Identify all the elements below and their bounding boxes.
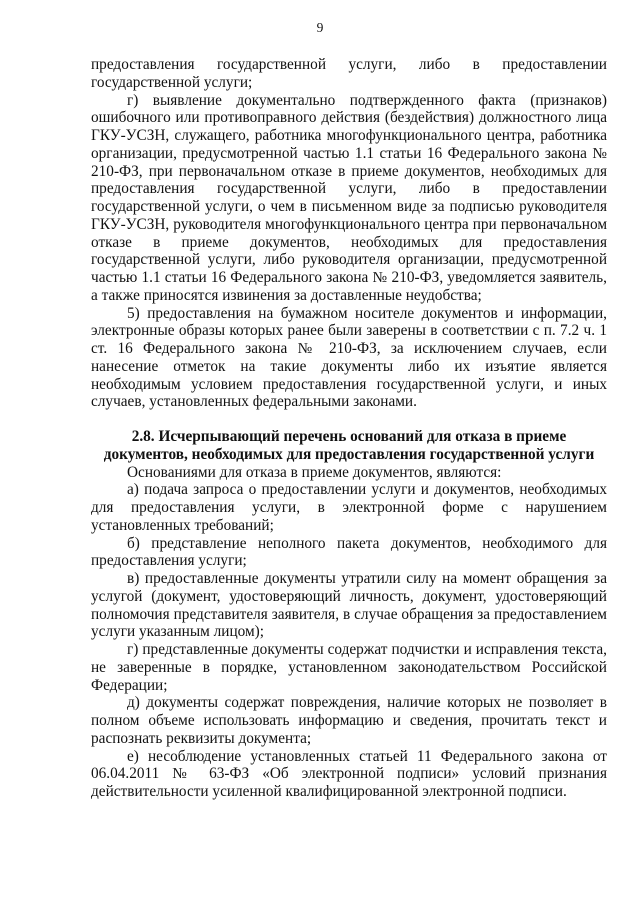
paragraph-item-d: д) документы содержат повреждения, наличие которых не позволяет в полном объеме использовать информацию и сведения, прочитать текст и распознать реквизиты документа; — [91, 694, 607, 747]
section-heading-line-2: документов, необходимых для предоставления государственной услуги — [103, 445, 595, 463]
section-heading-line-1: 2.8. Исчерпывающий перечень оснований для отказа в приеме — [131, 428, 567, 445]
paragraph-item-g2: г) представленные документы содержат подчистки и исправления текста, не заверенные в порядке, установленном законодательством Российской Федерации; — [91, 641, 607, 694]
paragraph-item-a: а) подача запроса о предоставлении услуги и документов, необходимых для предоставления услуги, в электронной форме с нарушением установленных требований; — [91, 481, 607, 534]
paragraph-item-e: е) несоблюдение установленных статьей 11 Федерального закона от 06.04.2011 № 63-ФЗ «Об электронной подписи» условий признания действительности усиленной квалифицированной электронной подписи. — [91, 747, 607, 800]
section-heading — [91, 428, 607, 464]
paragraph-item-v: в) предоставленные документы утратили силу на момент обращения за услугой (документ, удостоверяющий личность, документ, удостоверяющий полномочия представителя заявителя, в случае обращения за предоставлением услуги указанным лицом); — [91, 570, 607, 641]
page-number: 9 — [316, 20, 324, 35]
paragraph-item-b: б) представление неполного пакета документов, необходимого для предоставления услуги; — [91, 534, 607, 570]
paragraph-item-5: 5) предоставления на бумажном носителе документов и информации, электронные образы которых ранее были заверены в соответствии с п. 7.2 ч. 1 ст. 16 Федерального закона № 210-ФЗ, за исключением случаев, если нанесение отметок на такие документы либо их изъятие является необходимым условием предоставления государственной услуги, и иных случаев, установленных федеральными законами. — [91, 304, 607, 411]
document-body — [91, 56, 607, 801]
paragraph-item-g: г) выявление документально подтвержденного факта (признаков) ошибочного или противоправного действия (бездействия) должностного лица ГКУ-УСЗН, служащего, работника многофункционального центра, работника организации, предусмотренной частью 1.1 статьи 16 Федерального закона № 210-ФЗ, при первоначальном отказе в приеме документов, необходимых для предоставления государственной услуги, либо в предоставлении государственной услуги, о чем в письменном виде за подписью руководителя ГКУ-УСЗН, руководителя многофункционального центра при первоначальном отказе в приеме документов, необходимых для предоставления государственной услуги, либо руководителя организации, предусмотренной частью 1.1 статьи 16 Федерального закона № 210-ФЗ, уведомляется заявитель, а также приносятся извинения за доставленные неудобства; — [91, 91, 607, 304]
paragraph-continued-item: предоставления государственной услуги, либо в предоставлении государственной услуги; — [91, 56, 607, 91]
paragraph-intro: Основаниями для отказа в приеме документов, являются: — [127, 463, 502, 481]
